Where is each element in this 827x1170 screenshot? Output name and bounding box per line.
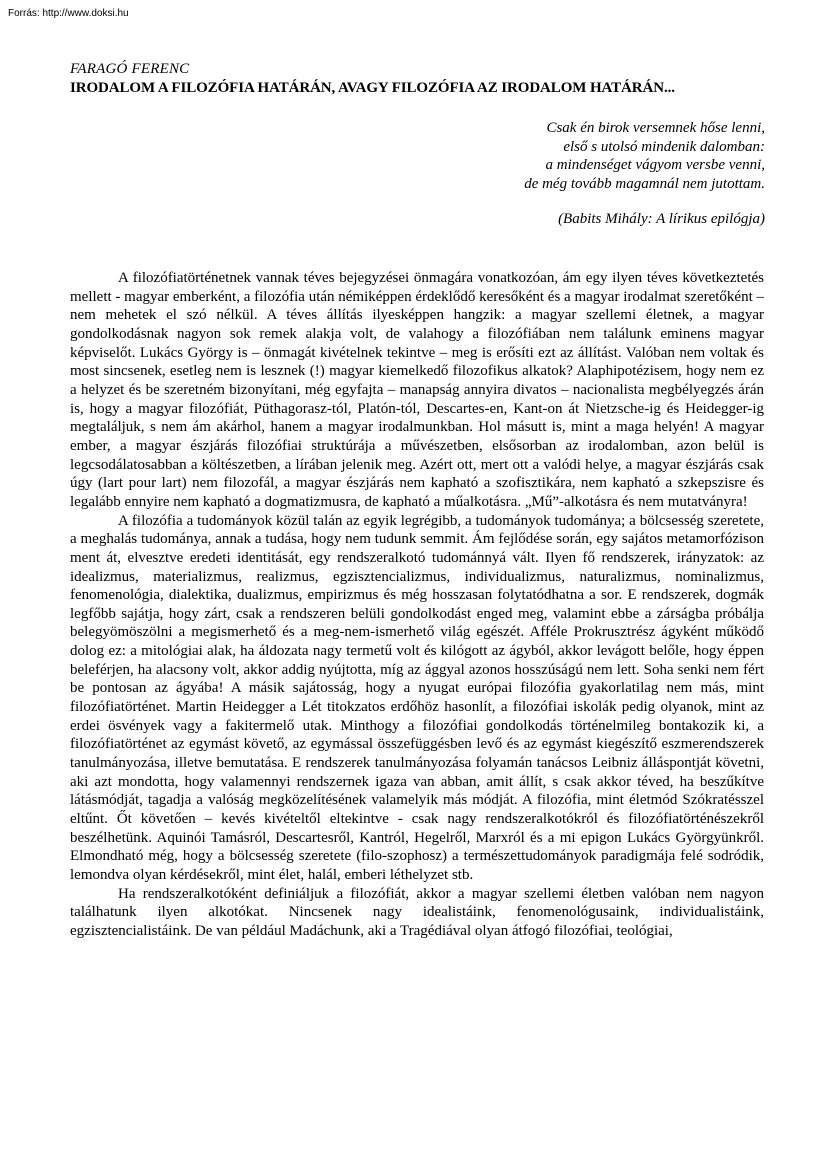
epigraph-line: a mindenséget vágyom versbe venni, [545,157,765,173]
article-title: IRODALOM A FILOZÓFIA HATÁRÁN, AVAGY FILOZÓFIA AZ IRODALOM HATÁRÁN... [70,80,675,96]
paragraph: A filozófiatörténetnek vannak téves bejegyzései önmagára vonatkozóan, ám egy ilyen téves következtetés mellett - magyar emberként, a filozófia után némiképpen érdeklődő keresőként és a magyar irodalmat szeretőként – nem mehetek el szó nélkül. A téves állítás ilyesképpen hangzik: a magyar szellemi életnek, a magyar gondolkodásnak nagyon sok remek alakja volt, de valahogy a filozófiában nem találunk eminens magyar képviselőt. Lukács György is – önmagát kivételnek tekintve – meg is erősíti ezt az állítást. Valóban nem voltak és most sincsenek, esetleg nem is lesznek (!) magyar kiemelkedő filozofikus alkatok? Alaphipotézisem, hogy nem ez a helyzet és be szeretném bizonyítani, még egyfajta – manapság annyira divatos – nacionalista megbélyegzés árán is, hogy a magyar filozófiát, Püthagorasz-tól, Platón-tól, Descartes-en, Kant-on át Nietzsche-ig és Heidegger-ig megtaláljuk, s nem ám akárhol, hanem a magyar irodalmunkban. Hol másutt is, mint a maga helyén! A magyar ember, a magyar észjárás filozófiai struktúrája a művészetben, elsősorban az irodalomban, azon belül is legcsodálatosabban a költészetben, a lírában jelenik meg. Azért ott, mert ott a valódi helye, a magyar észjárás csak úgy (lart pour lart) nem filozofál, a magyar észjárás nem kapható a szofisztikára, nem kapható a szkepszisre és legalább ennyire nem kapható a dogmatizmusra, de kapható a műalkotásra. „Mű”-alkotásra és nem mutatványra! [70,270,764,510]
paragraph: A filozófia a tudományok közül talán az egyik legrégibb, a tudományok tudománya; a bölcsesség szeretete, a meghalás tudománya, annak a tudása, hogy nem tudunk semmit. Ám fejlődése során, egy sajátos metamorfózison ment át, elvesztve eredeti identitását, egy rendszeralkotó tudománnyá vált. Ilyen fő rendszerek, irányzatok: az idealizmus, materializmus, realizmus, egzisztencializmus, individualizmus, naturalizmus, nominalizmus, fenomenológia, dialektika, dualizmus, empirizmus és még hosszasan folytatódhatna a sor. E rendszerek, dogmák legfőbb sajátja, hogy zárt, csak a rendszeren belüli gondolkodást enged meg, valamint ebbe a zárságba próbálja belegyömöszölni a megismerhető és a meg-nem-ismerhető világ egészét. Afféle Prokrusztrész ágyként működő dolog ez: a mitológiai alak, ha áldozata nagy termetű volt és kilógott az ágyból, akkor levágott belőle, hogy éppen beleférjen, ha alacsony volt, akkor addig nyújtotta, míg az ággyal azonos hosszúságú nem lett. Soha senki nem fért be pontosan az ágyába! A másik sajátosság, hogy a nyugat európai filozófia gyakorlatilag nem más, mint filozófiatörténet. Martin Heidegger a Lét titokzatos erdőhöz hasonlít, a filozófiai iskolák pedig olyanok, mint az erdei ösvények vagy a fakitermelő utak. Minthogy a filozófiai gondolkodás történelmileg bontakozik ki, a filozófiatörténet az egymást követő, az egymással összefüggésben levő és az egymást kiegészítő eszmerendszerek tanulmányozása, illetve bemutatása. E rendszerek tanulmányozása folyamán tanácsos Leibniz álláspontját követni, aki azt mondotta, hogy valamennyi rendszernek igaza van abban, amit állít, s csak akkor téved, ha beszűkítve látásmódját, tagadja a valóság megközelítésének valamelyik más módját. A filozófia, mint életmód Szókratésszel eltűnt. Őt követően – kevés kivételtől eltekintve - csak nagy rendszeralkotókról és filozófiatörténészekről beszélhetünk. Aquinói Tamásról, Descartesről, Kantról, Hegelről, Marxról és a mi epigon Lukács Györgyünkről. Elmondható még, hogy a bölcsesség szeretete (filo-szophosz) a természettudományok paradigmája felé sodródik, lemondva olyan kérdésekről, mint élet, halál, emberi léthelyzet stb. [70,512,764,883]
epigraph [524,119,765,229]
author-name: FARAGÓ FERENC [70,61,190,77]
epigraph-line: de még tovább magamnál nem jutottam. [524,175,765,192]
epigraph-line: első s utolsó mindenik dalomban: [563,138,765,155]
paragraph: Ha rendszeralkotóként definiáljuk a filozófiát, akkor a magyar szellemi életben valóban nem nagyon találhatunk ilyen alkotókat. Nincsenek nagy idealistáink, fenomenológusaink, individualistáink, egzisztencialistáink. De van például Madáchunk, aki a Tragédiával olyan átfogó filozófiai, teológiai, [70,885,764,939]
article-body [70,269,764,941]
epigraph-citation: (Babits Mihály: A lírikus epilógja) [558,211,765,227]
source-url: Forrás: http://www.doksi.hu [8,8,129,19]
epigraph-line: Csak én birok versemnek hőse lenni, [546,120,765,136]
